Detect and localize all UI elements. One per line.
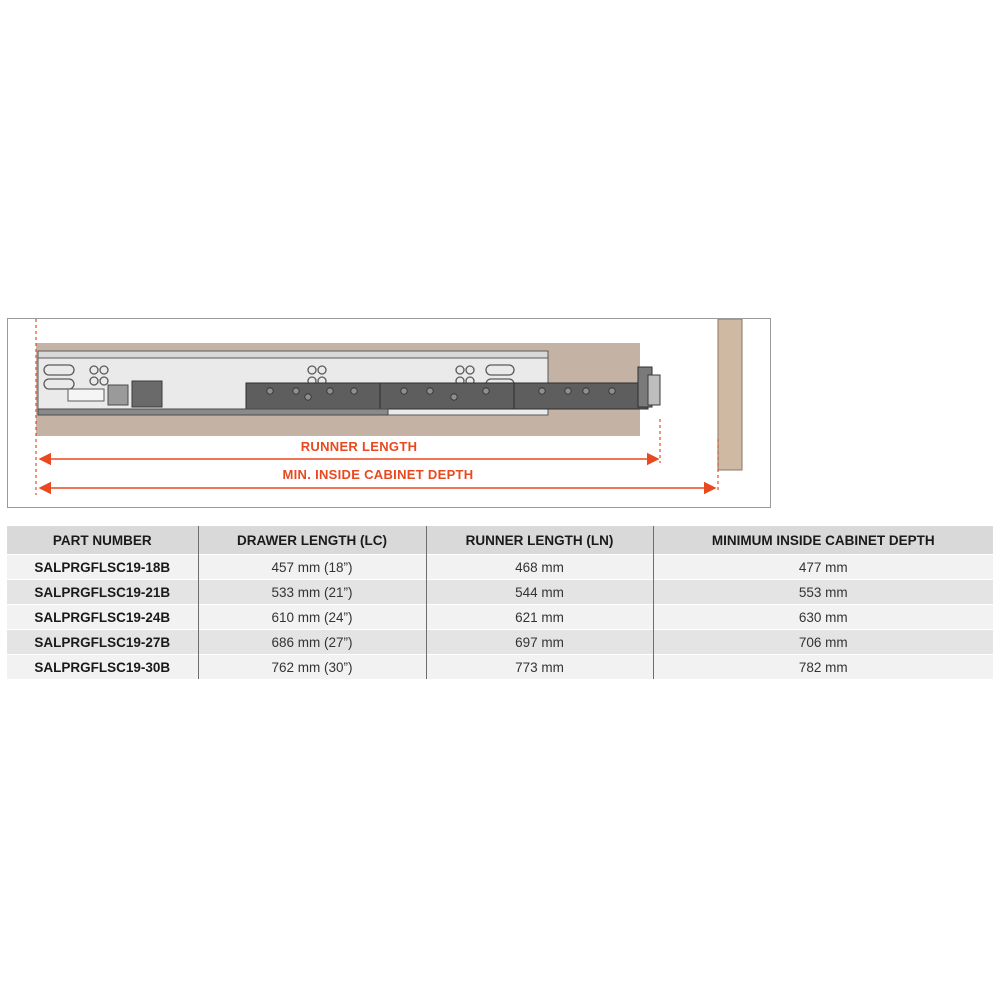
- cabinet-depth-cell: 630 mm: [653, 605, 993, 630]
- header-drawer-length: DRAWER LENGTH (LC): [198, 526, 426, 555]
- cabinet-depth-label: MIN. INSIDE CABINET DEPTH: [282, 467, 474, 482]
- header-part-number: PART NUMBER: [7, 526, 198, 555]
- drawer-length-cell: 762 mm (30”): [198, 655, 426, 680]
- runner-length-label: RUNNER LENGTH: [300, 439, 418, 454]
- header-runner-length: RUNNER LENGTH (LN): [426, 526, 653, 555]
- drawer-length-cell: 610 mm (24”): [198, 605, 426, 630]
- cabinet-depth-cell: 477 mm: [653, 555, 993, 580]
- table-row: [7, 605, 993, 630]
- runner-length-cell: 544 mm: [426, 580, 653, 605]
- runner-length-cell: 773 mm: [426, 655, 653, 680]
- drawer-length-cell: 686 mm (27”): [198, 630, 426, 655]
- cabinet-depth-cell: 706 mm: [653, 630, 993, 655]
- table-header-row: [7, 526, 993, 555]
- table-row: [7, 580, 993, 605]
- table-row: [7, 630, 993, 655]
- specification-table: [7, 526, 993, 679]
- runner-length-cell: 621 mm: [426, 605, 653, 630]
- part-number-cell: SALPRGFLSC19-21B: [7, 580, 198, 605]
- cabinet-depth-cell: 782 mm: [653, 655, 993, 680]
- part-number-cell: SALPRGFLSC19-30B: [7, 655, 198, 680]
- runner-length-cell: 468 mm: [426, 555, 653, 580]
- header-cabinet-depth: MINIMUM INSIDE CABINET DEPTH: [653, 526, 993, 555]
- cabinet-depth-cell: 553 mm: [653, 580, 993, 605]
- part-number-cell: SALPRGFLSC19-27B: [7, 630, 198, 655]
- part-number-cell: SALPRGFLSC19-18B: [7, 555, 198, 580]
- table-row: [7, 655, 993, 680]
- part-number-cell: SALPRGFLSC19-24B: [7, 605, 198, 630]
- drawer-length-cell: 533 mm (21”): [198, 580, 426, 605]
- drawer-length-cell: 457 mm (18”): [198, 555, 426, 580]
- runner-diagram: [7, 318, 771, 508]
- runner-length-cell: 697 mm: [426, 630, 653, 655]
- table-row: [7, 555, 993, 580]
